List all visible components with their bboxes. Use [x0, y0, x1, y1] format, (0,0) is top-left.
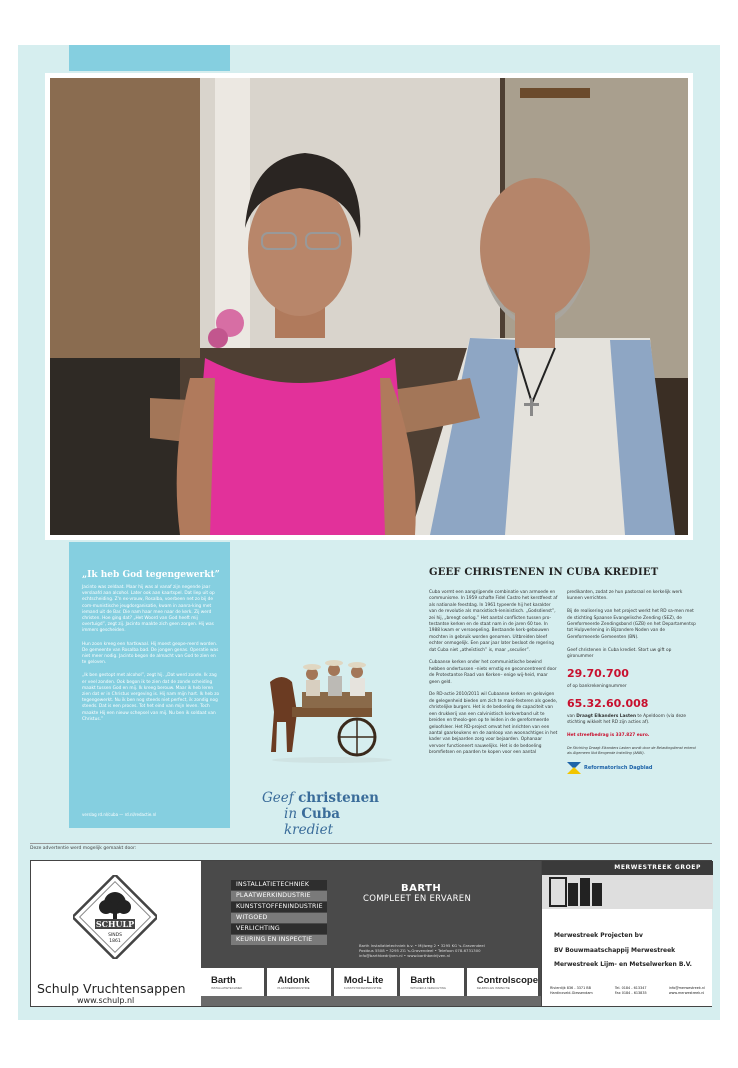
barth-logo-name: Controlscope — [476, 974, 538, 986]
slogan-word: christenen — [298, 790, 379, 806]
barth-service: KEURING EN INSPECTIE — [231, 935, 327, 945]
barth-address-line: Postbus 5508 • 3295 ZG 's-Gravendeel • Telefoon 078-6731300 — [359, 948, 481, 953]
payee-line — [567, 714, 697, 727]
payee-prefix: van — [567, 713, 575, 719]
merwestreek-phone: Tel. 0184 - 613347 — [614, 986, 647, 990]
barth-address-line: info@barthbedrijven.nl • www.barthbedrijven.nl — [359, 953, 451, 958]
barth-title: BARTH — [401, 883, 442, 894]
barth-logo-name: Aldonk — [277, 974, 310, 986]
testimony-paragraph: Hun zoon kreeg een hartkwaal. Hij moest geope-reerd worden. De gemeente van Rosalba bad. De jongen genas. Operatie was niet meer nodig. Jacinto begon de almacht van God te zien en te geloven. — [82, 641, 219, 666]
barth-address — [359, 943, 485, 958]
controlscope-logo — [467, 968, 541, 996]
testimony-credit: verslag rd.nl/cuba — rd.nl/redactie.nl — [82, 812, 157, 817]
divider — [30, 843, 712, 844]
barth-service: PLAATWERKINDUSTRIE — [231, 891, 327, 901]
article-paragraph: De RD-actie 2010/2011 wil Cubaanse kerken en gelovigen de gelegenheid bieden om zich te mani-festeren als goede, christelijke burgers. Het is de bedoeling de capaciteit van een drukkerij van een calvinistisch kerkverband uit te breiden en theolo-gen op te leiden in de gereformeerde geloofsleer. Het RD-project omvat het inrichten van een aantal gaarkeukens en de aanloop van woonachtiges in het kader van bejaarden zorg voor bejaarden. Ophanaar vervoer functioneert nauwelijks. Het is de bedoeling bromfietsen en paarden te kopen voor een aantal — [429, 692, 558, 756]
rd-logo-text: Reformatorisch Dagblad — [584, 764, 653, 771]
barth-service: VERLICHTING — [231, 924, 327, 934]
barth-subtitle: COMPLEET EN ERVAREN — [363, 894, 472, 904]
barth-logo — [201, 968, 267, 996]
article-column-left — [429, 590, 559, 763]
barth-logo-sub: INSTALLATIETECHNIEK — [211, 985, 243, 990]
schulp-logo — [73, 875, 157, 959]
couple-photo — [50, 78, 688, 535]
merwestreek-email[interactable]: info@merwestreek.nl — [668, 986, 705, 990]
ad-merwestreek[interactable] — [541, 861, 712, 1006]
slogan-word: krediet — [284, 822, 333, 838]
merwestreek-company: Merwestreek Lijm- en Metselwerken B.V. — [554, 961, 692, 968]
slogan-word: Geef — [262, 790, 294, 806]
schulp-year: 1861 — [109, 939, 121, 944]
schulp-name: Schulp Vruchtensappen — [37, 981, 186, 996]
barth-service: WITGOED — [231, 913, 327, 923]
rd-logo-icon — [567, 762, 581, 774]
article-title: GEEF CHRISTENEN IN CUBA KREDIET — [429, 567, 659, 578]
payee-suffix: te Apeldoorn (via deze stichting wikkelt het RD zijn acties af). — [567, 713, 687, 726]
ad-barth[interactable] — [201, 861, 541, 1006]
testimony-title: „Ik heb God tegengewerkt” — [82, 570, 220, 580]
barth-logo — [400, 968, 466, 996]
campaign-slogan — [262, 790, 392, 838]
testimony-paragraph: „Ik ben gestopt met alcohol”, zegt hij. „Dat werd zonde. Ik zag er veel zonden. Ook begon ik te zien dat de zonde scheiding maakt tussen God en mij. Ik kreeg berouw. Maar ik heb leren zien dat er in Christus vergeving is. Hij nam mijn hart. Ik heb zo tegengewerkt. Nu ik ben nog steeds niet perfect, ik zondig nog steeds. Dat is een proces. Tot het eind van mijn leven. Toch maakte Hij een nieuw schepsel van mij. Nu ben ik soldaat van Christus.” — [82, 673, 220, 722]
barth-footer-bar — [201, 996, 541, 1006]
schulp-brand: SCHULP — [95, 919, 135, 929]
aldonk-logo — [267, 968, 333, 996]
barth-services — [231, 880, 327, 946]
mod-lite-logo — [334, 968, 400, 996]
barth-logo-sub: PLAATWERKINDUSTRIE — [277, 985, 310, 990]
merwestreek-website[interactable]: www.merwestreek.nl — [668, 991, 705, 995]
donation-instruction: Geef christenen in Cuba krediet. Stort uw gift op gironummer — [567, 647, 672, 660]
bank-label: of op bankrekeningnummer — [567, 683, 627, 689]
sponsor-note: Deze advertentie werd mogelijk gemaakt door: — [30, 846, 137, 851]
anbi-disclaimer: De Stichting Draagt Elkanders Lasten wordt door de Belastingdienst erkend als Algemeen Nut Beogende Instelling (ANBI). — [567, 745, 696, 755]
merwestreek-fax: Fax 0184 - 613835 — [614, 991, 647, 995]
merwestreek-address: Hardinxveld-Giessendam — [550, 991, 593, 995]
schulp-since: SINDS — [108, 933, 122, 938]
horse-cart-illustration — [262, 652, 392, 764]
article-column-right — [567, 590, 697, 774]
slogan-word: in — [284, 806, 298, 822]
bank-number: 65.32.60.008 — [567, 696, 649, 710]
merwestreek-company: BV Bouwmaatschappij Merwestreek — [554, 946, 676, 954]
barth-logo-sub: WITGOED & VERLICHTING — [410, 985, 446, 990]
target-amount: Het streefbedrag is 337.827 euro. — [567, 732, 650, 738]
testimony-box — [69, 542, 230, 828]
payee-name: Draagt Elkanders Lasten — [576, 713, 637, 719]
barth-logo-name: Barth — [211, 974, 236, 986]
slogan-word: Cuba — [301, 806, 341, 822]
article-paragraph: Cubaanse kerken onder het communistische bewind hebben ondertussen –niets ernstig en geconcentreerd door de Protestantse Raad van Kerken– enige wij-heid, maar geen geld. — [429, 660, 557, 685]
merwestreek-contact — [542, 986, 713, 996]
header-tab — [69, 45, 230, 71]
article-paragraph: Cuba vormt een aangrijpende combinatie van armoede en communisme. In 1959 schafte Fidel Castro het kerstfeest af als nationale feestdag. In 1961 typeerde hij het karakter van de revolutie als marxistisch-leninistisch. „Godsdienst”, zei hij, „brengt oorlog.” Het aantal conflicten tussen pro-testantse kerken en de staat nam in de jaren 60 toe. In 1988 kwam er versoepeling. Bestaande kerk-gebouwen mochten in gebruik worden genomen. Uitbreiden bleef echter onmogelijk. Een paar jaar later besloot de regering dat Cuba niet „atheïstisch” is, maar „seculier”. — [429, 590, 558, 653]
article-paragraph: predikanten, zodat ze hun pastoraal en kerkelijk werk kunnen verrichten. — [567, 590, 683, 602]
barth-service: KUNSTSTOFFENINDUSTRIE — [231, 902, 327, 912]
sponsor-ads — [30, 860, 712, 1007]
merwestreek-company: Merwestreek Projecten bv — [554, 932, 643, 939]
barth-logo-name: Barth — [410, 974, 436, 986]
testimony-paragraph: Jacinto was zeldaat. Maar hij was al vanaf zijn negende jaar verslaafd aan alcohol. Later ook aan kaartspel. Dat liep uit op echtscheiding. Z'n ex-vrouw, Rosalba, voerbeen net zo bij de com-munistische jeugdorganisatie, kwam in aanra-king met iemand uit de Bar. Die nam haar mee naar de kerk. Zij werd christen. Hoe ging dat? „Het Woord van God heeft mij overtuigd”, zegt zij. Jacinto maakte zich geen zorgen. Hij was immers gescheiden. — [82, 585, 215, 634]
rd-logo — [567, 762, 697, 774]
schulp-url[interactable]: www.schulp.nl — [77, 996, 135, 1005]
merwestreek-companies — [554, 929, 692, 973]
article-paragraph: Bij de realisering van het project werkt het RD sa-men met de stichting Spaanse Evangelische Zending (SEZ), de Gereformeerde Zendingsbond (GZB) en het Departamentsp tot Hulpverlening in Bijzondere Noden van de Gereformeerde Gemeenten (BN). — [567, 609, 696, 640]
photo-frame — [45, 73, 693, 540]
barth-logo-name: Mod-Lite — [343, 974, 384, 986]
barth-logo-sub: KUNSTSTOFFENINDUSTRIE — [343, 985, 382, 990]
barth-logo-strip — [201, 968, 541, 996]
merwestreek-address: Rivierdijk 836 - 3371 BB — [550, 986, 591, 990]
barth-address-line: Barth Installatietechniek b.v. • Mijlweg 2 • 3295 KG 's-Gravendeel — [359, 943, 485, 948]
merwestreek-logo — [542, 875, 713, 909]
merwestreek-group-title: MERWESTREEK GROEP — [542, 861, 713, 875]
ad-schulp[interactable] — [31, 861, 201, 1006]
giro-number: 29.70.700 — [567, 666, 629, 680]
barth-logo-sub: KEURING EN INSPECTIE — [476, 985, 510, 990]
barth-service: INSTALLATIETECHNIEK — [231, 880, 327, 890]
